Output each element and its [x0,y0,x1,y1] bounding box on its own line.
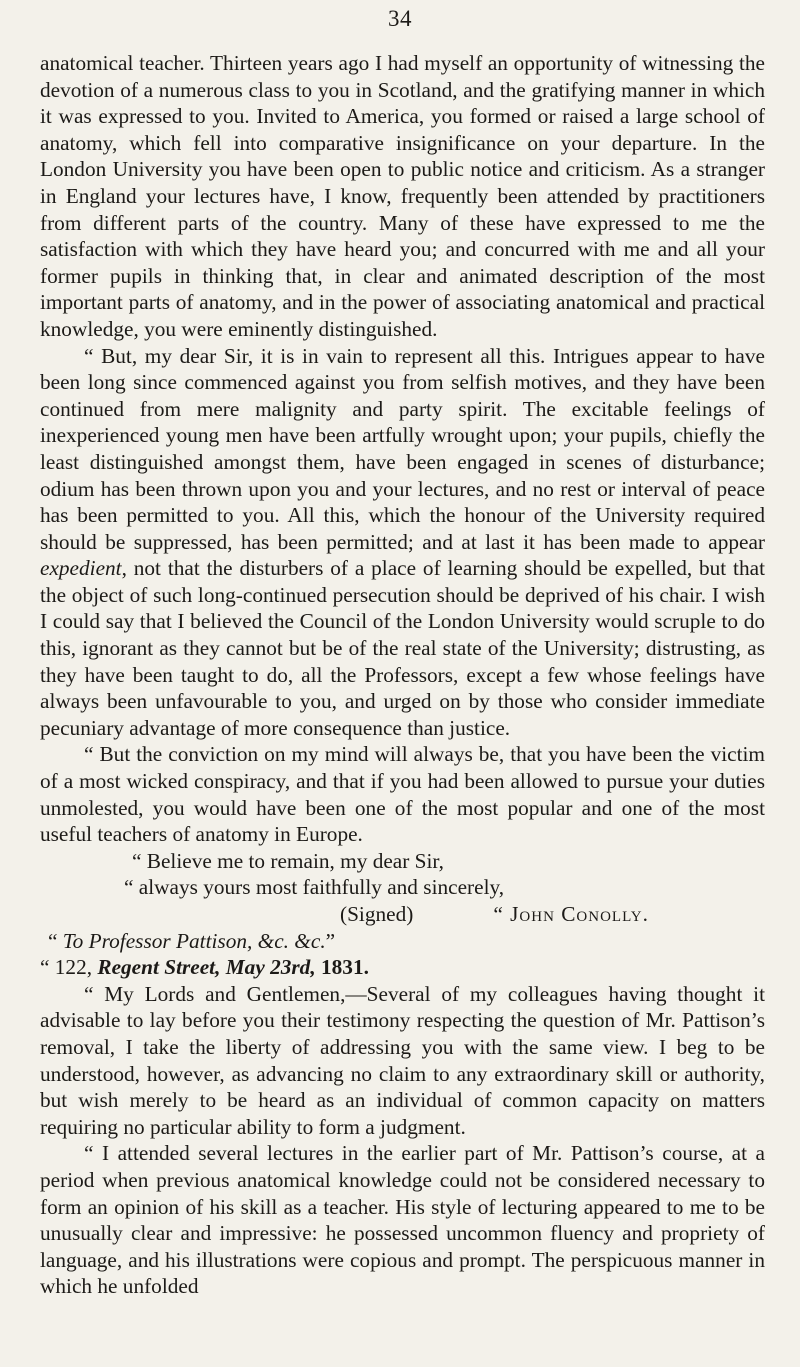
letter1-signature-line [40,901,765,928]
letter2-dateline [40,954,765,981]
letter1-closing-line-1: “ Believe me to remain, my dear Sir, [132,848,444,873]
letter1-paragraph-1: anatomical teacher. Thirteen years ago I had myself an opportunity of witnessing the devotion of a numerous class to you in Scotland, and the gratifying manner in which it was expressed to you. Invited to America, you formed or raised a large school of anatomy, which fell into comparative insignificance on your departure. In the London University you have been open to public notice and criticism. As a stranger in England your lectures have, I know, frequently been attended by practitioners from different parts of the country. Many of these have expressed to me the satisfaction with which they have heard you; and concurred with me and all your former pupils in thinking that, in clear and animated description of the most important parts of anatomy, and in the power of associating anatomical and practical knowledge, you were eminently distinguished. [40,51,765,341]
dateline-year: 1831. [315,955,369,980]
letter1-paragraph-2 [40,343,765,742]
page-body [40,50,765,1300]
addressee-text: To Professor Pattison, &c. &c. [62,928,326,953]
letter2-paragraph-2: “ I attended several lectures in the earlier part of Mr. Pattison’s course, at a period when previous anatomical knowledge could not be considered necessary to form an opinion of his skill as a teacher. His style of lecturing appeared to me to be unusually clear and impressive: he possessed uncommon fluency and propriety of language, and his illustrations were copious and prompt. The perspicuous manner in which he unfolded [40,1141,765,1299]
letter1-paragraph-2-part-b: , not that the disturbers of a place of learning should be expelled, but that the object of such long-continued persecution should be deprived of his chair. I wish I could say that I believed the Council of the London University would scruple to do this, ignorant as they cannot but be of the real state of the University; distrusting, as they have been taught to do, all the Professors, except a few whose feelings have always been unfavourable to you, and urged on by those who consider immediate pecuniary advantage of more consequence than justice. [40,556,765,740]
letter1-addressee [40,928,765,955]
signed-label: (Signed) [340,902,414,926]
letter1-closing-line-2: “ always yours most faithfully and sincerely, [124,875,505,900]
signature-name: “ John Conolly. [493,902,649,926]
letter1-emphasis-expedient: expedient [40,556,122,581]
letter1-paragraph-3: “ But the conviction on my mind will always be, that you have been the victim of a most wicked conspiracy, and that if you had been allowed to pursue your duties unmolested, you would have been one of the most popular and one of the most useful teachers of anatomy in Europe. [40,742,765,847]
addressee-open-quote: “ [48,928,63,953]
letter1-paragraph-2-part-a: “ But, my dear Sir, it is in vain to represent all this. Intrigues appear to have been long since commenced against you from selfish motives, and they have been continued from mere malignity and party spirit. The excitable feelings of inexperienced young men have been artfully wrought upon; your pupils, chiefly the least distinguished amongst them, have been engaged in scenes of disturbance; odium has been thrown upon you and your lectures, and no rest or interval of peace has been permitted to you. All this, which the honour of the University required should be suppressed, has been permitted; and at last it has been made to appear [40,343,765,554]
addressee-close-quote: ” [325,928,336,953]
dateline-street: Regent Street, May 23rd, [97,955,316,980]
page-number: 34 [388,6,412,31]
letter2-paragraph-1: “ My Lords and Gentlemen,—Several of my colleagues having thought it advisable to lay before you their testimony respecting the question of Mr. Pattison’s removal, I take the liberty of addressing you with the same view. I beg to be understood, however, as advancing no claim to any extraordinary skill or authority, but wish merely to be heard as an individual of common capacity on matters requiring no particular ability to form a judgment. [40,981,765,1139]
dateline-number: “ 122, [40,955,98,980]
